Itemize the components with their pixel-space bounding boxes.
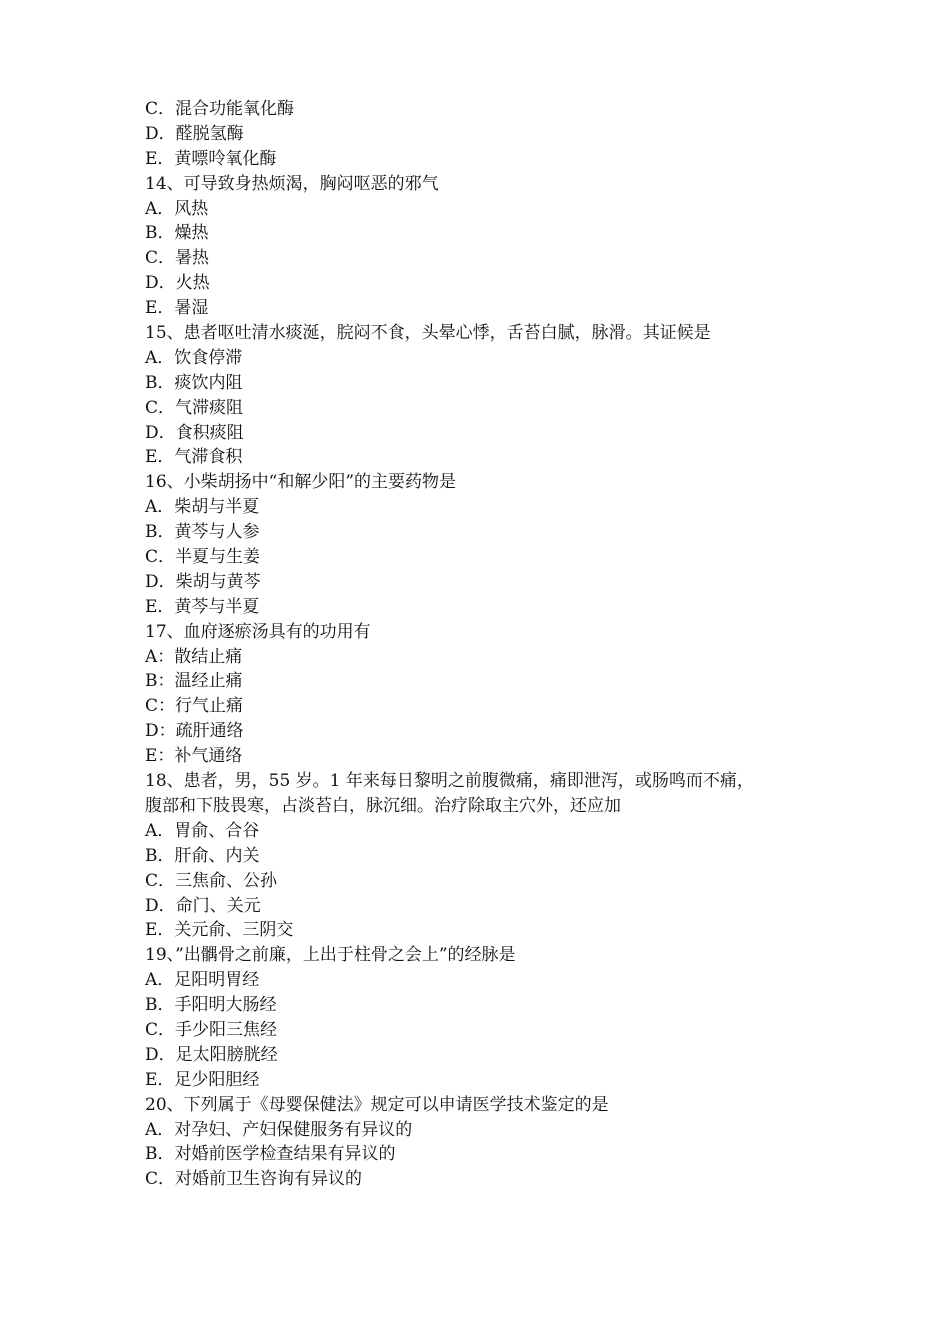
option-line: E．足少阳胆经 (145, 1069, 260, 1090)
option-line: A．柴胡与半夏 (145, 497, 260, 518)
question-17: 17、血府逐瘀汤具有的功用有 (145, 621, 371, 642)
option-line: A．对孕妇、产妇保健服务有异议的 (145, 1119, 413, 1140)
question-20: 20、下列属于《母婴保健法》规定可以申请医学技术鉴定的是 (145, 1094, 609, 1115)
question-16: 16、小柴胡扬中“和解少阳”的主要药物是 (145, 472, 457, 493)
option-line: C．混合功能氧化酶 (145, 99, 295, 119)
option-line: B．手阳明大肠经 (145, 995, 277, 1016)
question-19: 19、”出髃骨之前廉，上出于柱骨之会上”的经脉是 (145, 945, 516, 966)
option-line: B．黄芩与人参 (145, 522, 260, 543)
option-line: D．足太阳膀胱经 (145, 1044, 278, 1065)
option-line: D．火热 (145, 273, 210, 294)
option-line: A．足阳明胃经 (145, 970, 260, 991)
option-line: A．风热 (145, 198, 209, 219)
option-line: C．对婚前卫生咨询有异议的 (145, 1169, 363, 1190)
option-line: D．醛脱氢酶 (145, 123, 244, 144)
exam-text (145, 97, 825, 1192)
option-line: C．半夏与生姜 (145, 547, 261, 568)
option-line: B．对婚前医学检查结果有异议的 (145, 1144, 396, 1165)
question-15: 15、患者呕吐清水痰涎，脘闷不食，头晕心悸，舌苔白腻，脉滑。其证候是 (145, 323, 711, 344)
option-line: D．命门、关元 (145, 895, 261, 916)
option-line: E．气滞食积 (145, 447, 243, 468)
option-line: E．黄嘌呤氧化酶 (145, 148, 277, 169)
option-line: D．食积痰阻 (145, 422, 244, 443)
option-line: B．痰饮内阻 (145, 372, 243, 393)
option-line: C．暑热 (145, 248, 210, 269)
option-line: A．饮食停滞 (145, 347, 243, 368)
option-line: E．黄芩与半夏 (145, 596, 260, 617)
option-line: B．燥热 (145, 223, 209, 244)
option-line: A．胃俞、合谷 (145, 820, 260, 841)
option-line: E．暑湿 (145, 298, 209, 319)
option-line: C：行气止痛 (145, 696, 244, 717)
option-line: C．手少阳三焦经 (145, 1019, 278, 1040)
question-18-line-1: 18、患者，男，55 岁。1 年来每日黎明之前腹微痛，痛即泄泻，或肠鸣而不痛， (145, 771, 754, 792)
option-line: E．关元俞、三阴交 (145, 920, 294, 941)
option-line: D：疏肝通络 (145, 721, 244, 742)
option-line: E：补气通络 (145, 746, 243, 767)
option-line: C．三焦俞、公孙 (145, 870, 278, 891)
option-line: C．气滞痰阻 (145, 397, 244, 418)
option-line: A：散结止痛 (145, 646, 243, 667)
option-line: D．柴胡与黄芩 (145, 571, 261, 592)
question-14: 14、可导致身热烦渴，胸闷呕恶的邪气 (145, 173, 439, 194)
option-line: B：温经止痛 (145, 671, 243, 692)
option-line: B．肝俞、内关 (145, 845, 260, 866)
question-18-line-2: 腹部和下肢畏寒，占淡苔白，脉沉细。治疗除取主穴外，还应加 (145, 795, 621, 816)
